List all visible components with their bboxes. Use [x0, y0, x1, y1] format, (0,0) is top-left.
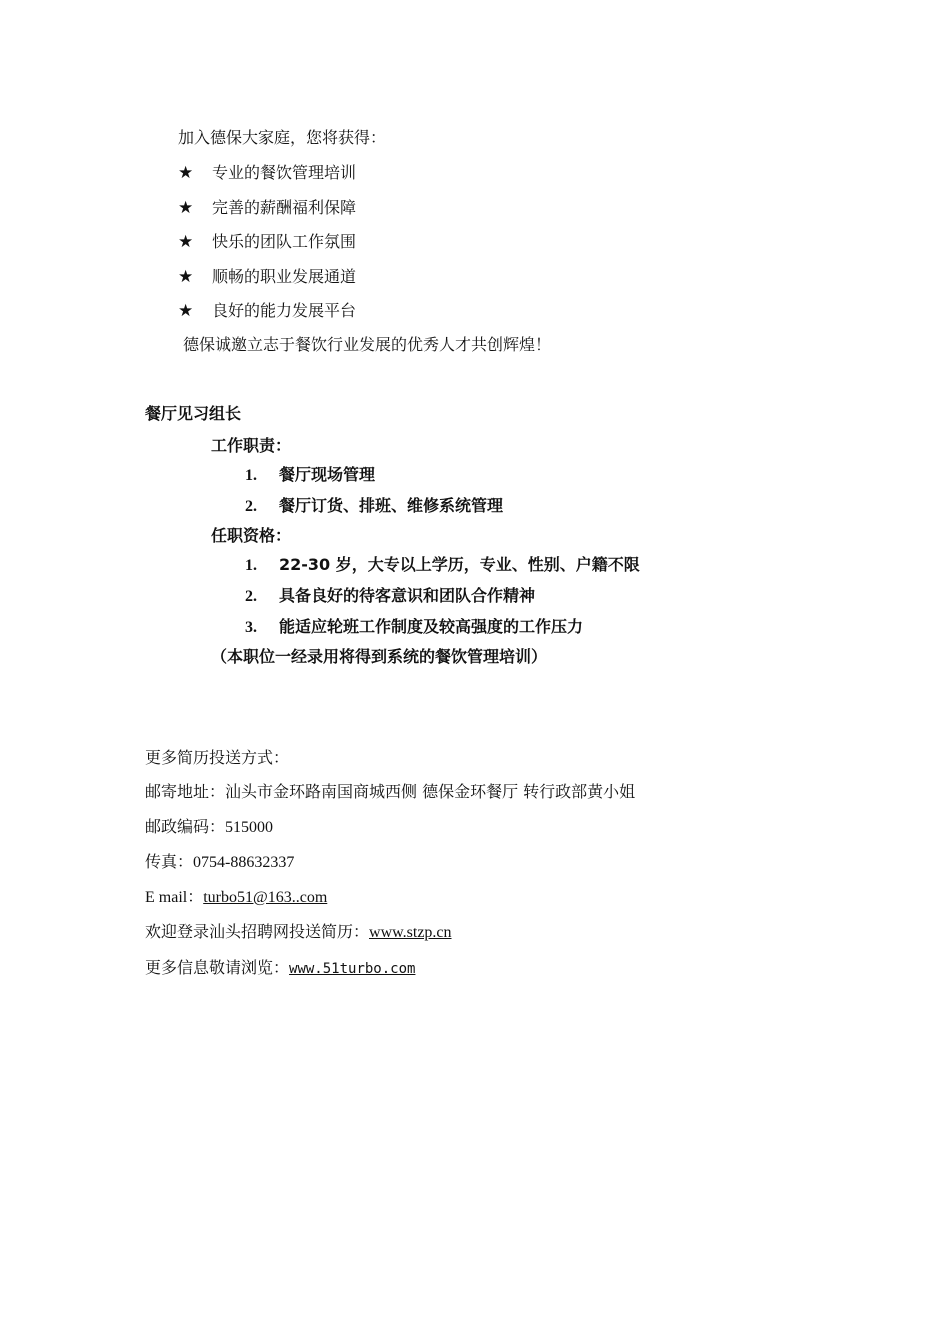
more-info-label: 更多信息敬请浏览： — [145, 958, 290, 977]
requirement-item — [245, 586, 535, 607]
postcode-line — [145, 817, 273, 838]
item-number: 2. — [245, 588, 257, 605]
requirements-label: 任职资格： — [211, 526, 292, 545]
requirement-text: 能适应轮班工作制度及较高强度的工作压力 — [279, 617, 584, 636]
turbo-website-link[interactable]: www.51turbo.com — [289, 961, 416, 977]
more-info-line — [145, 958, 415, 979]
requirement-item — [245, 617, 583, 638]
contact-heading: 更多简历投送方式： — [145, 748, 290, 767]
fax-label: 传真： — [145, 852, 194, 871]
benefit-item — [178, 163, 356, 183]
benefit-text: 完善的薪酬福利保障 — [212, 198, 357, 217]
benefit-text: 良好的能力发展平台 — [212, 301, 357, 320]
duties-label: 工作职责： — [211, 436, 292, 455]
requirement-text: 具备良好的待客意识和团队合作精神 — [279, 586, 536, 605]
mail-address: 邮寄地址：汕头市金环路南国商城西侧 德保金环餐厅 转行政部黄小姐 — [145, 782, 636, 801]
benefit-item — [178, 232, 356, 252]
duty-text: 餐厅订货、排班、维修系统管理 — [279, 496, 504, 515]
email-label: E mail： — [145, 889, 204, 906]
intro-lead: 加入德保大家庭，您将获得： — [178, 128, 387, 147]
benefit-item — [178, 267, 356, 287]
star-icon: ★ — [178, 232, 194, 252]
item-number: 1. — [245, 557, 257, 574]
email-line — [145, 887, 327, 908]
star-icon: ★ — [178, 198, 194, 218]
site-label: 欢迎登录汕头招聘网投送简历： — [145, 922, 370, 941]
benefit-text: 快乐的团队工作氛围 — [212, 232, 357, 251]
fax-value: 0754-88632337 — [193, 854, 295, 871]
requirement-text: 22-30 岁，大专以上学历，专业、性别、户籍不限 — [279, 555, 640, 574]
item-number: 2. — [245, 498, 257, 515]
postcode-label: 邮政编码： — [145, 817, 226, 836]
invitation-text: 德保诚邀立志于餐饮行业发展的优秀人才共创辉煌！ — [183, 335, 552, 354]
job-title: 餐厅见习组长 — [145, 404, 242, 423]
item-number: 1. — [245, 467, 257, 484]
postcode-value: 515000 — [225, 819, 274, 836]
star-icon: ★ — [178, 267, 194, 287]
duty-text: 餐厅现场管理 — [279, 465, 376, 484]
training-note: （本职位一经录用将得到系统的餐饮管理培训） — [211, 647, 548, 666]
requirement-item — [245, 555, 640, 576]
benefit-text: 顺畅的职业发展通道 — [212, 267, 357, 286]
benefit-text: 专业的餐饮管理培训 — [212, 163, 357, 182]
star-icon: ★ — [178, 163, 194, 183]
duty-item — [245, 496, 503, 517]
duty-item — [245, 465, 375, 486]
site-line — [145, 922, 452, 943]
benefit-item — [178, 198, 356, 218]
benefit-item — [178, 301, 356, 321]
email-link[interactable]: turbo51@163..com — [203, 889, 328, 906]
fax-line — [145, 852, 294, 873]
star-icon: ★ — [178, 301, 194, 321]
item-number: 3. — [245, 619, 257, 636]
stzp-link[interactable]: www.stzp.cn — [369, 924, 452, 941]
